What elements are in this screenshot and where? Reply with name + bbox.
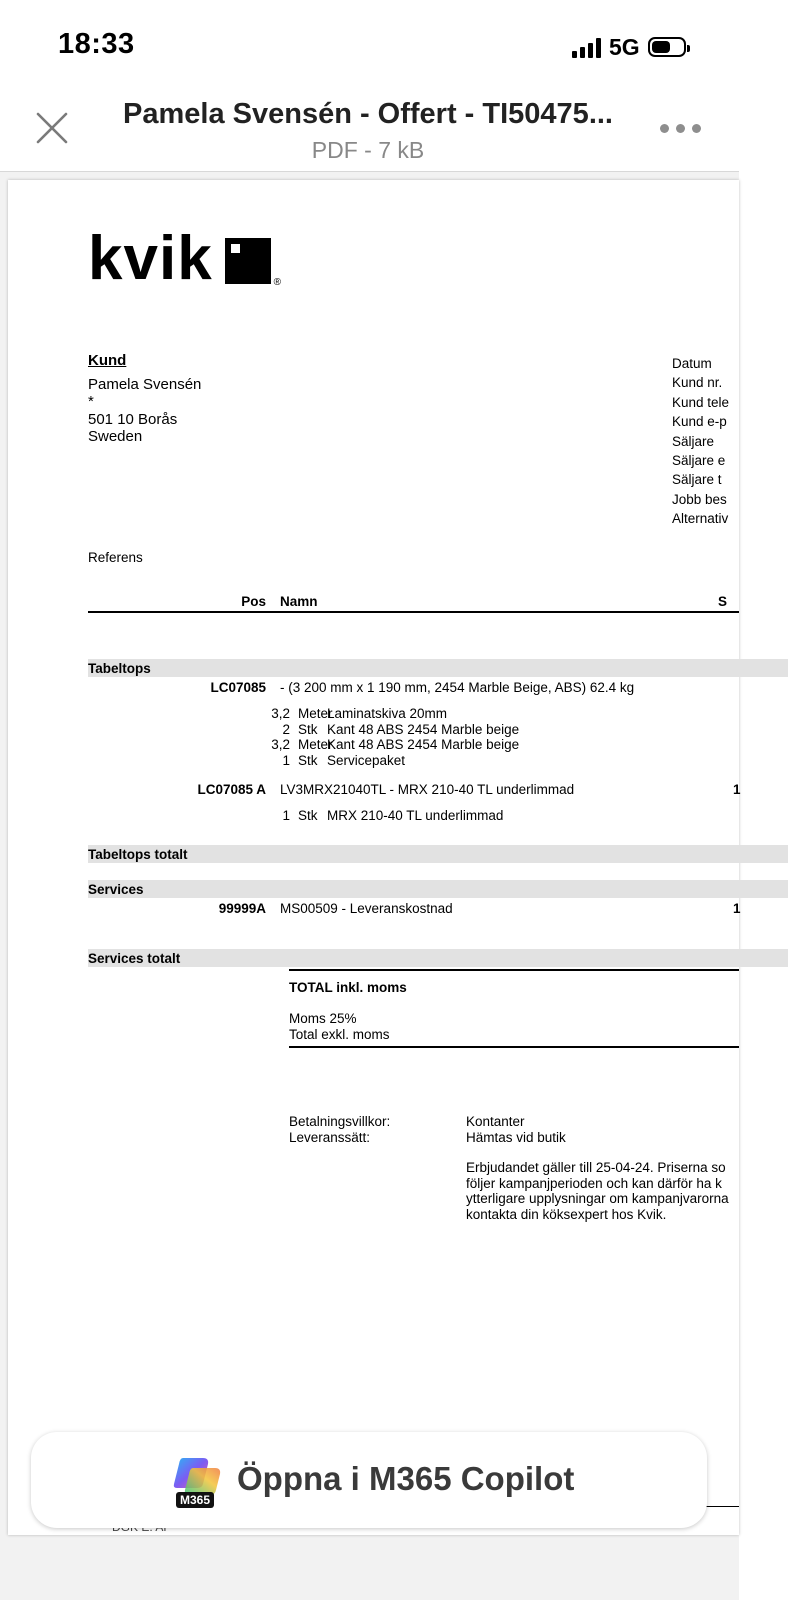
meta-label: Kund e-p — [672, 414, 727, 430]
customer-name: Pamela Svensén — [88, 376, 202, 393]
m365-badge: M365 — [176, 1492, 214, 1508]
meta-label: Säljare — [672, 433, 715, 449]
subitem-qty: 2 — [282, 721, 290, 737]
header-name: Namn — [280, 594, 318, 609]
item-right: 1 — [733, 782, 741, 797]
section-total-services: Services totalt — [88, 951, 181, 966]
customer-line2: * — [88, 393, 94, 410]
subitem-qty: 3,2 — [271, 737, 290, 752]
subitem-row — [258, 737, 558, 753]
customer-heading: Kund — [88, 352, 127, 369]
item-pos: LC07085 A — [197, 782, 266, 797]
total-excl-moms: Total exkl. moms — [289, 1027, 390, 1042]
section-bar — [88, 880, 788, 898]
vat-rate: Moms 25% — [289, 1011, 357, 1026]
subitem-unit: Stk — [298, 808, 318, 823]
meta-label: Säljare e — [672, 453, 726, 469]
section-total-tabeltops: Tabeltops totalt — [88, 847, 188, 862]
pdf-page — [8, 180, 739, 1535]
subitem-row — [258, 706, 558, 722]
item-name: - (3 200 mm x 1 190 mm, 2454 Marble Beige, ABS) 62.4 kg — [280, 680, 635, 695]
subitem-row — [258, 808, 558, 824]
header-right: S — [718, 594, 728, 609]
offer-line: följer kampanjperioden och kan därför ha k — [466, 1175, 722, 1191]
subitem-unit: Meter — [298, 737, 333, 752]
kvik-logo — [88, 224, 282, 293]
section-total-bar — [88, 845, 788, 863]
payment-label: Betalningsvillkor: — [289, 1114, 391, 1129]
subitem-desc: Kant 48 ABS 2454 Marble beige — [327, 721, 520, 737]
subitem-unit: Stk — [298, 721, 318, 737]
offer-line: Erbjudandet gäller till 25-04-24. Priserna so — [466, 1160, 726, 1175]
customer-city: 501 10 Borås — [88, 411, 178, 428]
meta-labels — [672, 354, 729, 529]
subitem-desc: Kant 48 ABS 2454 Marble beige — [327, 737, 520, 752]
reference-label: Referens — [88, 550, 143, 565]
offer-line: ytterligare upplysningar om kampanjvarorna — [466, 1191, 729, 1206]
subitem-unit: Meter — [298, 706, 333, 721]
item-subitems — [258, 706, 558, 768]
more-options-icon[interactable] — [660, 124, 701, 133]
total-incl-moms: TOTAL inkl. moms — [289, 980, 407, 995]
battery-icon — [648, 37, 686, 57]
subitem-unit: Stk — [298, 752, 318, 768]
subitem-qty: 1 — [282, 752, 290, 768]
section-bar — [88, 659, 788, 677]
header-rule — [88, 611, 739, 613]
logo-text: kvik — [88, 224, 213, 293]
status-indicators — [572, 30, 686, 64]
close-icon[interactable] — [36, 112, 68, 144]
subitem-row — [258, 722, 558, 738]
customer-country: Sweden — [88, 428, 143, 445]
subitem-qty: 3,2 — [271, 706, 290, 721]
section-title-tabeltops: Tabeltops — [88, 661, 151, 676]
subitem-desc: Laminatskiva 20mm — [327, 706, 448, 721]
offer-text — [466, 1160, 729, 1222]
signal-icon — [572, 36, 601, 58]
open-in-copilot-button[interactable] — [31, 1432, 707, 1528]
totals-bottom-rule — [289, 1046, 739, 1048]
copilot-icon — [173, 1454, 223, 1507]
subitem-desc: MRX 210-40 TL underlimmad — [327, 808, 504, 823]
logo-square — [225, 238, 271, 284]
totals-top-rule — [289, 969, 739, 971]
meta-label: Alternativ — [672, 511, 729, 527]
item-name: MS00509 - Leveranskostnad — [280, 901, 453, 916]
item-right: 1 — [733, 901, 741, 916]
registered-mark-icon: ® — [273, 277, 282, 288]
subitem-desc: Servicepaket — [327, 752, 406, 768]
section-title-services: Services — [88, 882, 144, 897]
offer-line: kontakta din köksexpert hos Kvik. — [466, 1206, 667, 1222]
delivery-value: Hämtas vid butik — [466, 1130, 566, 1145]
meta-label: Datum — [672, 356, 712, 371]
item-name: LV3MRX21040TL - MRX 210-40 TL underlimmad — [280, 782, 575, 797]
payment-value: Kontanter — [466, 1114, 525, 1129]
section-total-bar — [88, 949, 788, 967]
header-pos: Pos — [241, 594, 266, 609]
meta-label: Kund tele — [672, 394, 730, 410]
copilot-button-label: Öppna i M365 Copilot — [237, 1460, 575, 1497]
meta-label: Jobb bes — [672, 491, 727, 507]
copilot-button-content — [173, 1454, 575, 1507]
network-type: 5G — [609, 33, 640, 60]
subitem-row — [258, 753, 558, 769]
subitem-qty: 1 — [282, 808, 290, 823]
document-subtitle: PDF - 7 kB — [311, 137, 425, 163]
document-title: Pamela Svensén - Offert - TI50475... — [123, 98, 613, 130]
item-pos: LC07085 — [210, 680, 266, 695]
status-time: 18:33 — [58, 28, 135, 60]
meta-label: Kund nr. — [672, 375, 723, 391]
delivery-label: Leveranssätt: — [289, 1130, 371, 1145]
meta-label: Säljare t — [672, 472, 722, 488]
item-pos: 99999A — [218, 901, 266, 916]
